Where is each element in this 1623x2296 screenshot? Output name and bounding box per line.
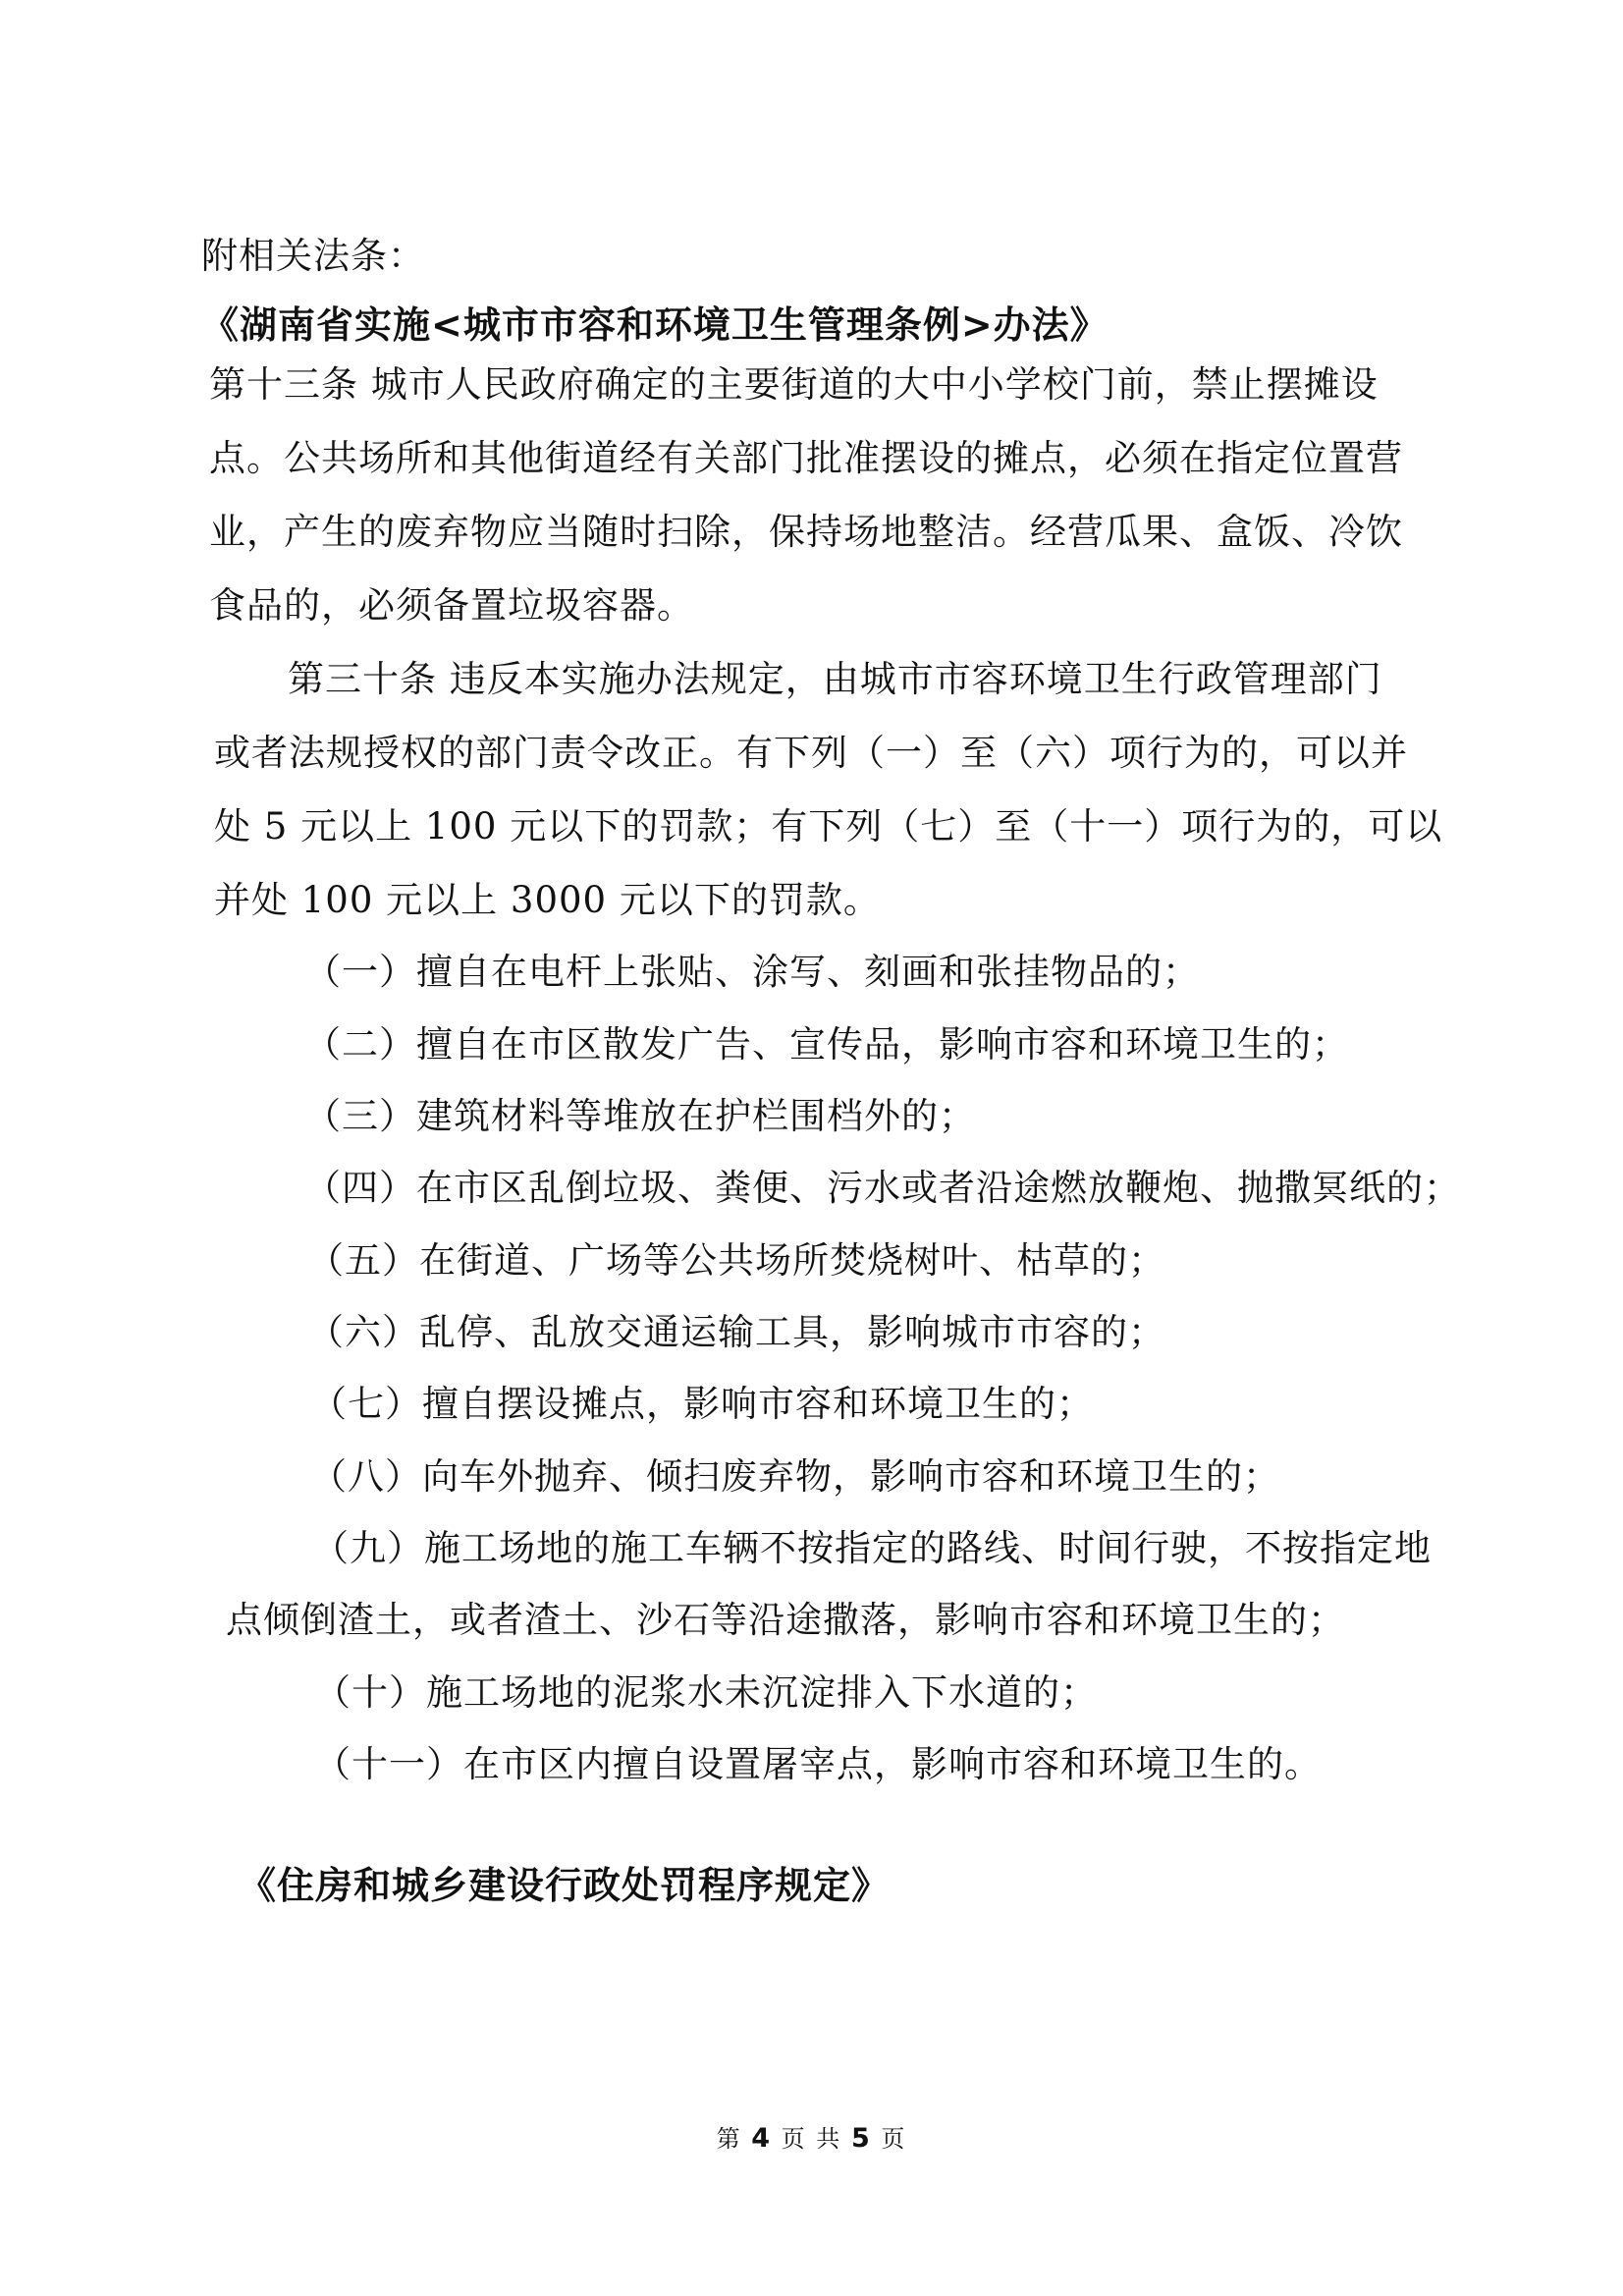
article-30-line-2: 或者法规授权的部门责令改正。有下列（一）至（六）项行为的，可以并 [214,732,1408,774]
footer-current-page: 4 [751,2123,773,2154]
footer-suffix: 页 [881,2125,907,2153]
article-13-line-3: 业，产生的废弃物应当随时扫除，保持场地整洁。经营瓜果、盒饭、冷饮 [209,511,1403,553]
law-title-hunan: 《湖南省实施<城市市容和环境卫生管理条例>办法》 [201,303,1109,347]
item-4: （四）在市区乱倒垃圾、粪便、污水或者沿途燃放鞭炮、抛撒冥纸的； [304,1167,1461,1209]
footer-total-pages: 5 [850,2123,872,2154]
article-13-line-1: 第十三条 城市人民政府确定的主要街道的大中小学校门前，禁止摆摊设 [209,363,1379,406]
article-30-line-3: 处 5 元以上 100 元以下的罚款；有下列（七）至（十一）项行为的，可以 [214,805,1443,847]
item-10: （十）施工场地的泥浆水未沉淀排入下水道的； [314,1671,1098,1714]
article-30-line-4: 并处 100 元以上 3000 元以下的罚款。 [214,879,881,921]
item-11: （十一）在市区内擅自设置屠宰点，影响市容和环境卫生的。 [314,1743,1322,1785]
item-7: （七）擅自摆设摊点，影响市容和环境卫生的； [310,1383,1094,1425]
page-footer [0,2119,1623,2154]
footer-prefix: 第 [716,2125,742,2153]
item-1: （一）擅自在电杆上张贴、涂写、刻画和张挂物品的； [304,951,1200,993]
article-13-line-4: 食品的，必须备置垃圾容器。 [209,584,694,627]
footer-middle: 页 共 [781,2125,842,2153]
article-13-line-2: 点。公共场所和其他街道经有关部门批准摆设的摊点，必须在指定位置营 [209,437,1403,479]
item-8: （八）向车外抛弃、倾扫废弃物，影响市容和环境卫生的； [310,1455,1280,1498]
item-9-line-2: 点倾倒渣土，或者渣土、沙石等沿途撒落，影响市容和环境卫生的； [226,1599,1345,1641]
item-3: （三）建筑材料等堆放在护栏围档外的； [304,1095,976,1137]
item-5: （五）在街道、广场等公共场所焚烧树叶、枯草的； [307,1239,1165,1282]
item-2: （二）擅自在市区散发广告、宣传品，影响市容和环境卫生的； [304,1023,1349,1066]
item-9-line-1: （九）施工场地的施工车辆不按指定的路线、时间行驶，不按指定地 [312,1527,1432,1569]
law-title-housing: 《住房和城乡建设行政处罚程序规定》 [239,1864,891,1907]
item-6: （六）乱停、乱放交通运输工具，影响城市市容的； [307,1311,1165,1353]
intro-text: 附相关法条： [201,235,425,277]
article-30-line-1: 第三十条 违反本实施办法规定，由城市市容环境卫生行政管理部门 [288,658,1382,700]
